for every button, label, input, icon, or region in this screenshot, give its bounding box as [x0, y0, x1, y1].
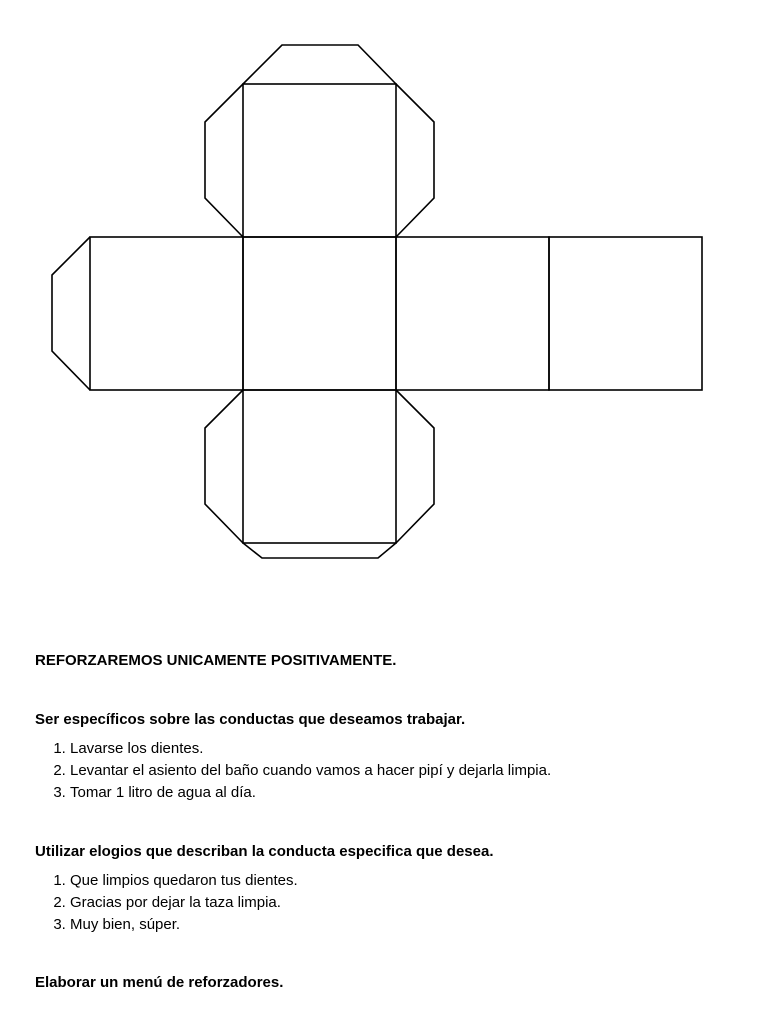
reinforcer-menu-heading: Elaborar un menú de reforzadores. [35, 974, 284, 991]
cube-face-far-right [549, 237, 702, 390]
list-item: 1. Lavarse los dientes. [70, 738, 551, 760]
tab-top-left [205, 84, 243, 237]
tab-top-right [396, 84, 434, 237]
list-item: 2. Levantar el asiento del baño cuando vamos a hacer pipí y dejarla limpia. [70, 760, 551, 782]
tab-left-cap [52, 237, 90, 390]
cube-face-top [243, 84, 396, 237]
praise-list [35, 870, 298, 936]
list-item: 3. Tomar 1 litro de agua al día. [70, 782, 551, 804]
list-item: 1. Que limpios quedaron tus dientes. [70, 870, 298, 892]
specific-behaviors-heading: Ser específicos sobre las conductas que deseamos trabajar. [35, 711, 466, 728]
section-title: REFORZAREMOS UNICAMENTE POSITIVAMENTE. [35, 652, 397, 669]
tab-bottom-left [205, 390, 243, 543]
specific-behaviors-list [35, 738, 551, 804]
tab-bottom-cap [243, 543, 396, 558]
list-item: 3. Muy bien, súper. [70, 914, 298, 936]
cube-face-right [396, 237, 549, 390]
cube-face-left [90, 237, 243, 390]
praise-heading: Utilizar elogios que describan la conducta especifica que desea. [35, 843, 494, 860]
tab-top-cap [243, 45, 396, 84]
tab-bottom-right [396, 390, 434, 543]
list-item: 2. Gracias por dejar la taza limpia. [70, 892, 298, 914]
cube-face-bottom [243, 390, 396, 543]
cube-face-center [243, 237, 396, 390]
